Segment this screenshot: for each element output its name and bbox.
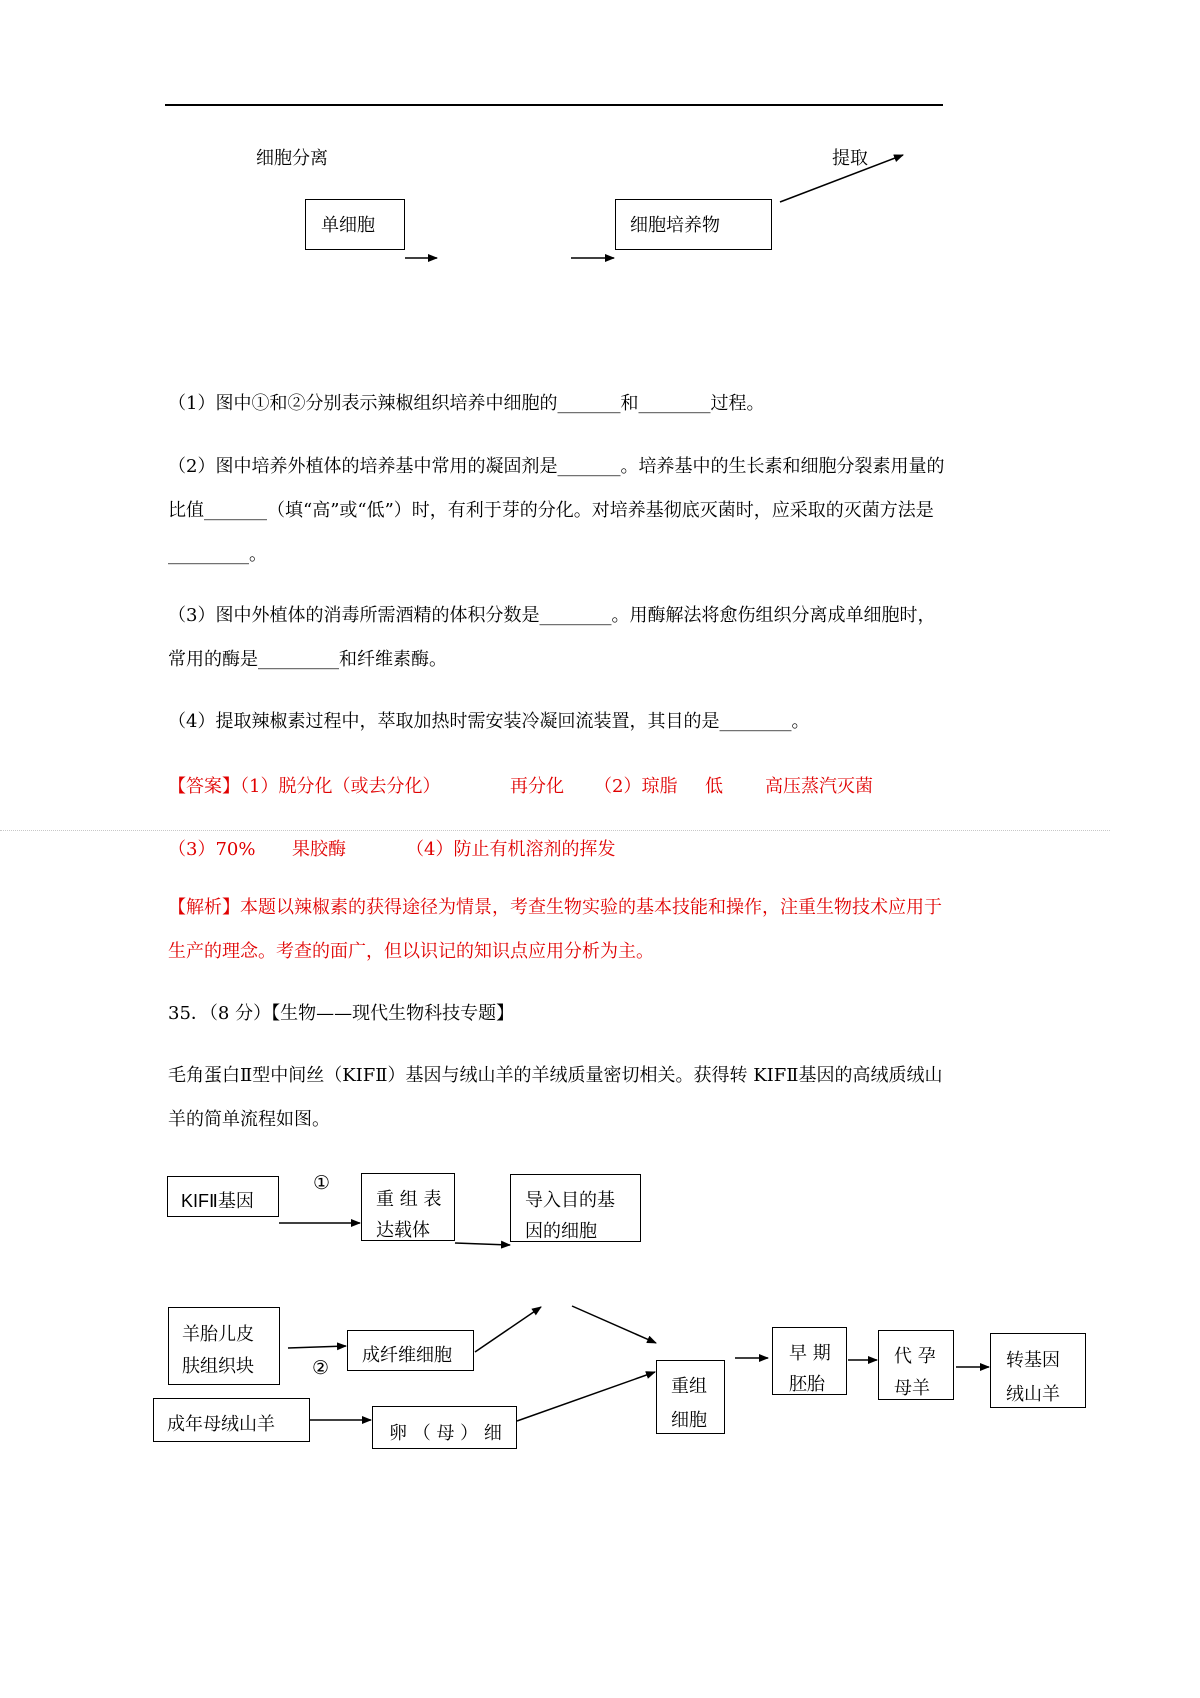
box-early-embryo: [772, 1327, 847, 1395]
arrow-fibro-out: [475, 1307, 541, 1352]
box-early-embryo-line2: 胚胎: [789, 1374, 825, 1395]
answer-1b: 再分化: [510, 776, 564, 797]
arrow-skin-to-fibro: [288, 1346, 346, 1348]
box-recombinant-vector: [361, 1173, 455, 1241]
question-1: （1）图中①和②分别表示辣椒组织培养中细胞的_______和________过程。: [168, 393, 765, 414]
box-kif-gene: [167, 1176, 279, 1217]
box-egg-cell: [372, 1406, 517, 1449]
box-target-cell: [510, 1174, 641, 1242]
question-4: （4）提取辣椒素过程中，萃取加热时需安装冷凝回流装置，其目的是________。: [168, 711, 810, 732]
box-adult-female-goat-text: 成年母绒山羊: [167, 1414, 275, 1435]
box-fibroblast: [347, 1330, 474, 1371]
answer-prefix: 【答案】: [168, 776, 240, 797]
arrow-egg-to-recomb: [517, 1372, 655, 1421]
box-surrogate-line1: 代 孕: [894, 1346, 936, 1367]
box-target-cell-line2: 因的细胞: [525, 1221, 597, 1242]
box-surrogate: [878, 1330, 954, 1400]
box-fibroblast-text: 成纤维细胞: [362, 1345, 452, 1366]
label-cell-separation: 细胞分离: [256, 148, 328, 169]
answer-4: （4）防止有机溶剂的挥发: [406, 839, 616, 860]
question-3: （3）图中外植体的消毒所需酒精的体积分数是________。用酶解法将愈伤组织分离成单细胞时，常用的酶是_________和纤维素酶。: [168, 605, 936, 670]
box-early-embryo-line1: 早 期: [789, 1343, 831, 1364]
box-recombinant-cell: [656, 1360, 725, 1434]
box-fetal-skin: [168, 1307, 280, 1385]
box-cell-culture-text: 细胞培养物: [630, 215, 720, 236]
answer-line-1: [168, 772, 440, 798]
step-1-marker: ①: [313, 1172, 331, 1194]
arrow-into-recomb: [572, 1306, 656, 1343]
label-extract: 提取: [832, 148, 868, 169]
box-transgenic-goat-line2: 绒山羊: [1006, 1384, 1060, 1405]
box-recombinant-vector-line2: 达载体: [376, 1220, 430, 1241]
box-recombinant-vector-line1: 重 组 表: [376, 1189, 442, 1210]
analysis: [168, 886, 948, 974]
box-target-cell-line1: 导入目的基: [525, 1190, 615, 1211]
box-fetal-skin-line2: 肤组织块: [182, 1356, 254, 1377]
step-2-marker: ②: [312, 1357, 330, 1379]
analysis-text: 本题以辣椒素的获得途径为情景，考查生物实验的基本技能和操作，注重生物技术应用于生产的理念。考查的面广，但以识记的知识点应用分析为主。: [168, 897, 942, 962]
box-surrogate-line2: 母羊: [894, 1378, 930, 1399]
arrow-extract: [780, 155, 903, 202]
question-2: （2）图中培养外植体的培养基中常用的凝固剂是_______。培养基中的生长素和细胞分裂素用量的比值_______（填“高”或“低”）时，有利于芽的分化。对培养基彻底灭菌时，应采取的灭菌方法是_________。: [168, 456, 945, 565]
q35-heading: 35．（8 分）【生物——现代生物科技专题】: [168, 1003, 515, 1024]
box-adult-female-goat: [153, 1398, 310, 1442]
box-recombinant-cell-line2: 细胞: [671, 1410, 707, 1431]
box-recombinant-cell-line1: 重组: [671, 1376, 707, 1397]
box-single-cell-text: 单细胞: [321, 215, 375, 236]
q35-intro: 毛角蛋白Ⅱ型中间丝（KIFⅡ）基因与绒山羊的羊绒质量密切相关。获得转 KIFⅡ基因的高绒质绒山羊的简单流程如图。: [168, 1065, 943, 1130]
box-fetal-skin-line1: 羊胎儿皮: [182, 1324, 254, 1345]
analysis-prefix: 【解析】: [168, 897, 240, 918]
answer-3b: 果胶酶: [292, 839, 346, 860]
arrow-vector-to-target: [455, 1243, 510, 1245]
answer-2b: 低: [705, 776, 723, 797]
answer-2: （2）琼脂: [594, 776, 678, 797]
box-egg-cell-text: 卵 （ 母 ） 细: [389, 1423, 502, 1444]
answer-3: （3）70%: [168, 839, 256, 860]
box-transgenic-goat: [990, 1333, 1086, 1408]
box-kif-gene-text: KIFⅡ基因: [181, 1191, 254, 1211]
box-transgenic-goat-line1: 转基因: [1006, 1350, 1060, 1371]
answer-2c: 高压蒸汽灭菌: [765, 776, 873, 797]
answer-1: （1）脱分化（或去分化）: [240, 776, 441, 797]
